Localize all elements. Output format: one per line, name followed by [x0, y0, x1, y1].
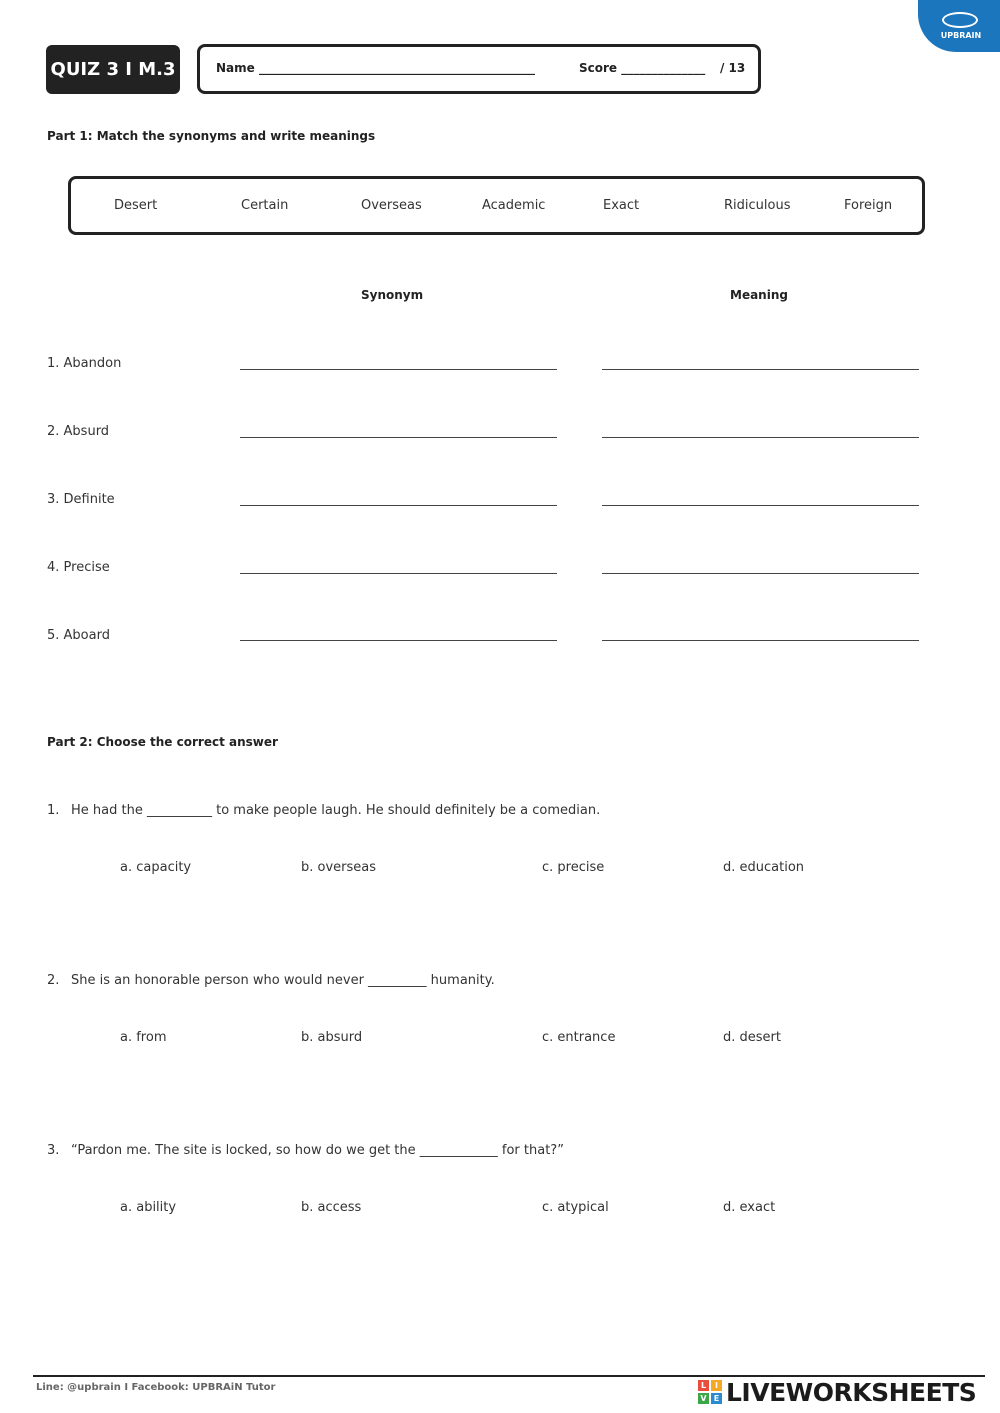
word-bank-item: Overseas — [361, 198, 422, 213]
synonym-answer-line[interactable] — [240, 505, 557, 506]
synonym-answer-line[interactable] — [240, 437, 557, 438]
score-field-label[interactable]: Score ______________ — [579, 61, 706, 75]
answer-option[interactable]: a. from — [120, 1030, 167, 1045]
answer-option[interactable]: a. ability — [120, 1200, 177, 1215]
word-bank-item: Academic — [482, 198, 546, 213]
synonym-answer-line[interactable] — [240, 573, 557, 574]
logo-block: E — [711, 1393, 722, 1404]
meaning-answer-line[interactable] — [602, 640, 919, 641]
watermark-text: LIVEWORKSHEETS — [726, 1377, 977, 1407]
meaning-column-header: Meaning — [730, 288, 788, 302]
footer-contact: Line: @upbrain I Facebook: UPBRAiN Tutor — [36, 1382, 276, 1393]
part2-title: Part 2: Choose the correct answer — [47, 735, 278, 749]
synonym-column-header: Synonym — [361, 288, 424, 302]
word-bank-item: Certain — [241, 198, 289, 213]
answer-option[interactable]: d. desert — [723, 1030, 781, 1045]
question-3 — [47, 1143, 564, 1158]
vocab-word: 2. Absurd — [47, 424, 110, 439]
name-score-box — [197, 44, 761, 94]
answer-option[interactable]: c. entrance — [542, 1030, 616, 1045]
question-number: 3. — [47, 1143, 60, 1158]
vocab-word: 1. Abandon — [47, 356, 122, 371]
vocab-word: 3. Definite — [47, 492, 115, 507]
word-bank-item: Ridiculous — [724, 198, 791, 213]
score-total: / 13 — [720, 61, 746, 75]
logo-text: UPBRAIN — [940, 31, 982, 40]
question-text: She is an honorable person who would never _________ humanity. — [71, 973, 495, 988]
meaning-answer-line[interactable] — [602, 505, 919, 506]
word-bank — [68, 176, 925, 235]
vocab-word: 5. Aboard — [47, 628, 110, 643]
logo-block: L — [698, 1380, 709, 1391]
answer-option[interactable]: c. precise — [542, 860, 605, 875]
question-text: He had the __________ to make people laugh. He should definitely be a comedian. — [71, 803, 601, 818]
question-2 — [47, 973, 495, 988]
meaning-answer-line[interactable] — [602, 369, 919, 370]
answer-option[interactable]: d. exact — [723, 1200, 776, 1215]
synonym-answer-line[interactable] — [240, 640, 557, 641]
word-bank-item: Desert — [114, 198, 158, 213]
answer-option[interactable]: a. capacity — [120, 860, 192, 875]
quiz-title-badge: QUIZ 3 I M.3 — [46, 45, 180, 94]
synonym-answer-line[interactable] — [240, 369, 557, 370]
answer-option[interactable]: b. absurd — [301, 1030, 363, 1045]
question-1 — [47, 803, 600, 818]
word-bank-item: Foreign — [844, 198, 893, 213]
logo-block: V — [698, 1393, 709, 1404]
question-text: “Pardon me. The site is locked, so how do we get the ____________ for that?” — [71, 1143, 564, 1158]
word-bank-item: Exact — [603, 198, 640, 213]
meaning-answer-line[interactable] — [602, 573, 919, 574]
answer-option[interactable]: b. overseas — [301, 860, 377, 875]
answer-option[interactable]: c. atypical — [542, 1200, 609, 1215]
answer-option[interactable]: b. access — [301, 1200, 362, 1215]
liveworksheets-logo-icon — [698, 1380, 722, 1404]
question-number: 2. — [47, 973, 60, 988]
upbrain-logo — [918, 0, 1000, 52]
liveworksheets-watermark — [698, 1377, 976, 1407]
question-number: 1. — [47, 803, 60, 818]
vocab-word: 4. Precise — [47, 560, 110, 575]
meaning-answer-line[interactable] — [602, 437, 919, 438]
name-field-label[interactable]: Name ______________________________________________ — [216, 61, 535, 75]
answer-option[interactable]: d. education — [723, 860, 805, 875]
brain-icon — [942, 12, 978, 28]
logo-block: I — [711, 1380, 722, 1391]
part1-title: Part 1: Match the synonyms and write meanings — [47, 129, 376, 143]
